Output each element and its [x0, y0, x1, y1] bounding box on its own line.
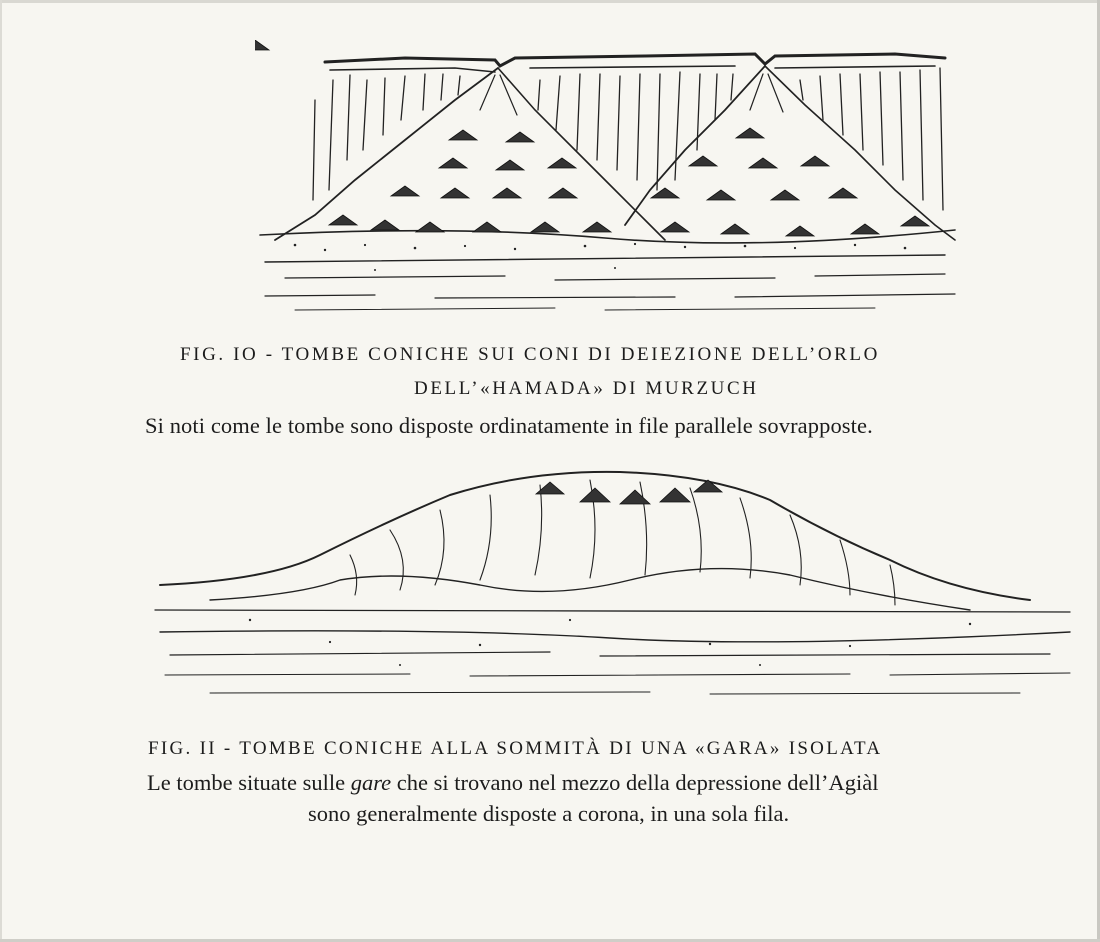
figure-10-title-line2: DELL’«HAMADA» DI MURZUCH	[414, 378, 759, 399]
figure-10-description: Si noti come le tombe sono disposte ordinatamente in file parallele sovrapposte.	[145, 413, 873, 438]
figure-11-illustration	[150, 460, 1080, 705]
figure-10-illustration	[255, 40, 960, 315]
figure-11-description-part1: Le tombe situate sulle	[147, 770, 351, 795]
page-edge-top	[0, 0, 1100, 3]
figure-11-description-part2: che si trovano nel mezzo della depressione dell’Agiàl	[391, 770, 879, 795]
figure-11-description-line1	[147, 770, 878, 796]
figure-11-description-line2: sono generalmente disposte a corona, in una sola fila.	[308, 801, 790, 826]
figure-11-title: FIG. II - TOMBE CONICHE ALLA SOMMITÀ DI UNA «GARA» ISOLATA	[148, 738, 883, 759]
figure-10-title-line1: FIG. IO - TOMBE CONICHE SUI CONI DI DEIEZIONE DELL’ORLO	[180, 344, 880, 365]
page-edge-left	[0, 0, 2, 942]
figure-11-description-italic: gare	[350, 770, 392, 795]
